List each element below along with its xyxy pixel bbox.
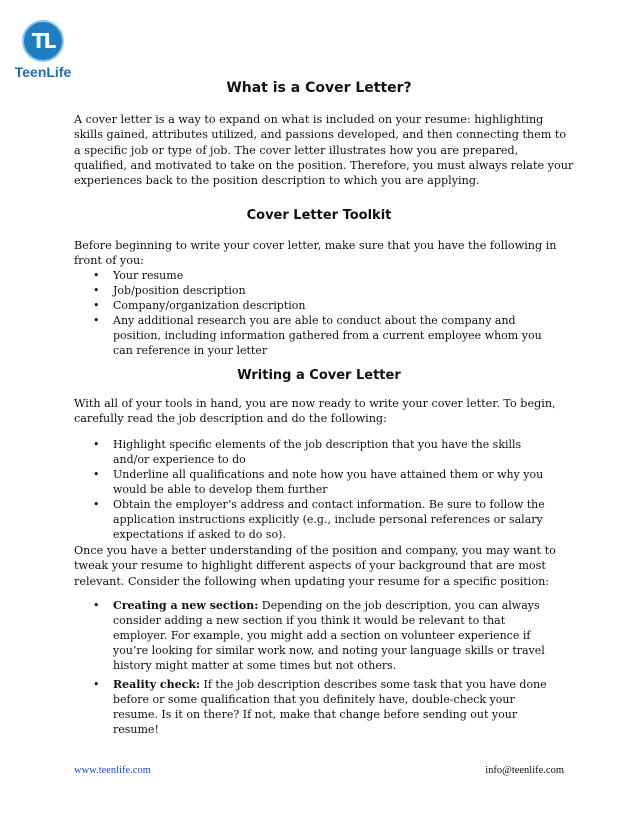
list-item <box>88 268 558 283</box>
list-item <box>88 298 558 313</box>
bullet-icon: • <box>93 498 100 511</box>
list-item <box>88 677 558 737</box>
bullet-icon: • <box>93 284 100 297</box>
intro-paragraph: A cover letter is a way to expand on what is included on your resume: highlighting skills gained, attributes utilized, and passions developed, and then connecting them to a specific job or type of job. The cover letter illustrates how you are prepared, qualified, and motivated to take on the position. Therefore, you must always relate your experiences back to the position description to which you are applying. <box>74 113 574 188</box>
list-item <box>88 598 558 673</box>
bullet-icon: • <box>93 299 100 312</box>
list-item <box>88 467 558 497</box>
bullet-icon: • <box>93 269 100 282</box>
list-item-text: Obtain the employer’s address and contact information. Be sure to follow the application instructions explicitly (e.g., include personal references or salary expectations if asked to do so). <box>113 498 545 541</box>
list-item-text: Company/organization description <box>113 299 306 312</box>
page-title: What is a Cover Letter? <box>226 80 412 96</box>
bullet-icon: • <box>93 468 100 481</box>
list-item <box>88 437 558 467</box>
list-item <box>88 283 558 298</box>
logo-circle-icon <box>22 20 64 62</box>
list-item-text: Job/position description <box>113 284 246 297</box>
list-item <box>88 497 558 542</box>
bullet-icon: • <box>93 314 100 327</box>
footer-email: info@teenlife.com <box>485 765 564 776</box>
tip-label: Reality check: <box>113 678 201 691</box>
tips-list <box>88 598 558 673</box>
bullet-icon: • <box>93 678 100 691</box>
tips-list <box>88 677 558 737</box>
list-item-text: Your resume <box>113 269 184 282</box>
writing-intro: With all of your tools in hand, you are now ready to write your cover letter. To begin, carefully read the job description and do the following: <box>74 397 556 426</box>
list-item-text: Any additional research you are able to conduct about the company and position, including information gathered from a current employee whom you can reference in your letter <box>113 314 542 357</box>
toolkit-heading: Cover Letter Toolkit <box>246 208 392 223</box>
list-item-text: Underline all qualifications and note how you have attained them or why you would be able to develop them further <box>113 468 544 496</box>
teenlife-logo <box>12 20 74 86</box>
tip-text: If the job description describes some task that you have done before or some qualification that you definitely have, double-check your resume. Is it on there? If not, make that change before sending out your resume! <box>113 678 547 736</box>
writing-heading: Writing a Cover Letter <box>237 368 401 383</box>
tweak-intro: Once you have a better understanding of the position and company, you may want to tweak your resume to highlight different aspects of your background that are most relevant. Consider the following when updating your resume for a specific position: <box>74 544 556 588</box>
tip-label: Creating a new section: <box>113 599 259 612</box>
tip-text: Depending on the job description, you can always consider adding a new section if you think it would be relevant to that employer. For example, you might add a section on volunteer experience if you’re looking for similar work now, and noting your language skills or travel history might matter at some times but not others. <box>113 599 545 672</box>
bullet-icon: • <box>93 599 100 612</box>
list-item-text: Highlight specific elements of the job description that you have the skills and/or experience to do <box>113 438 522 466</box>
bullet-icon: • <box>93 438 100 451</box>
list-item <box>88 313 558 358</box>
writing-list <box>88 437 558 542</box>
logo-wordmark: TeenLife <box>14 64 72 80</box>
toolkit-list <box>88 268 558 358</box>
logo-monogram: TL <box>31 29 55 53</box>
toolkit-intro: Before beginning to write your cover letter, make sure that you have the following in front of you: <box>74 239 557 268</box>
footer-website-link[interactable]: www.teenlife.com <box>74 765 151 776</box>
